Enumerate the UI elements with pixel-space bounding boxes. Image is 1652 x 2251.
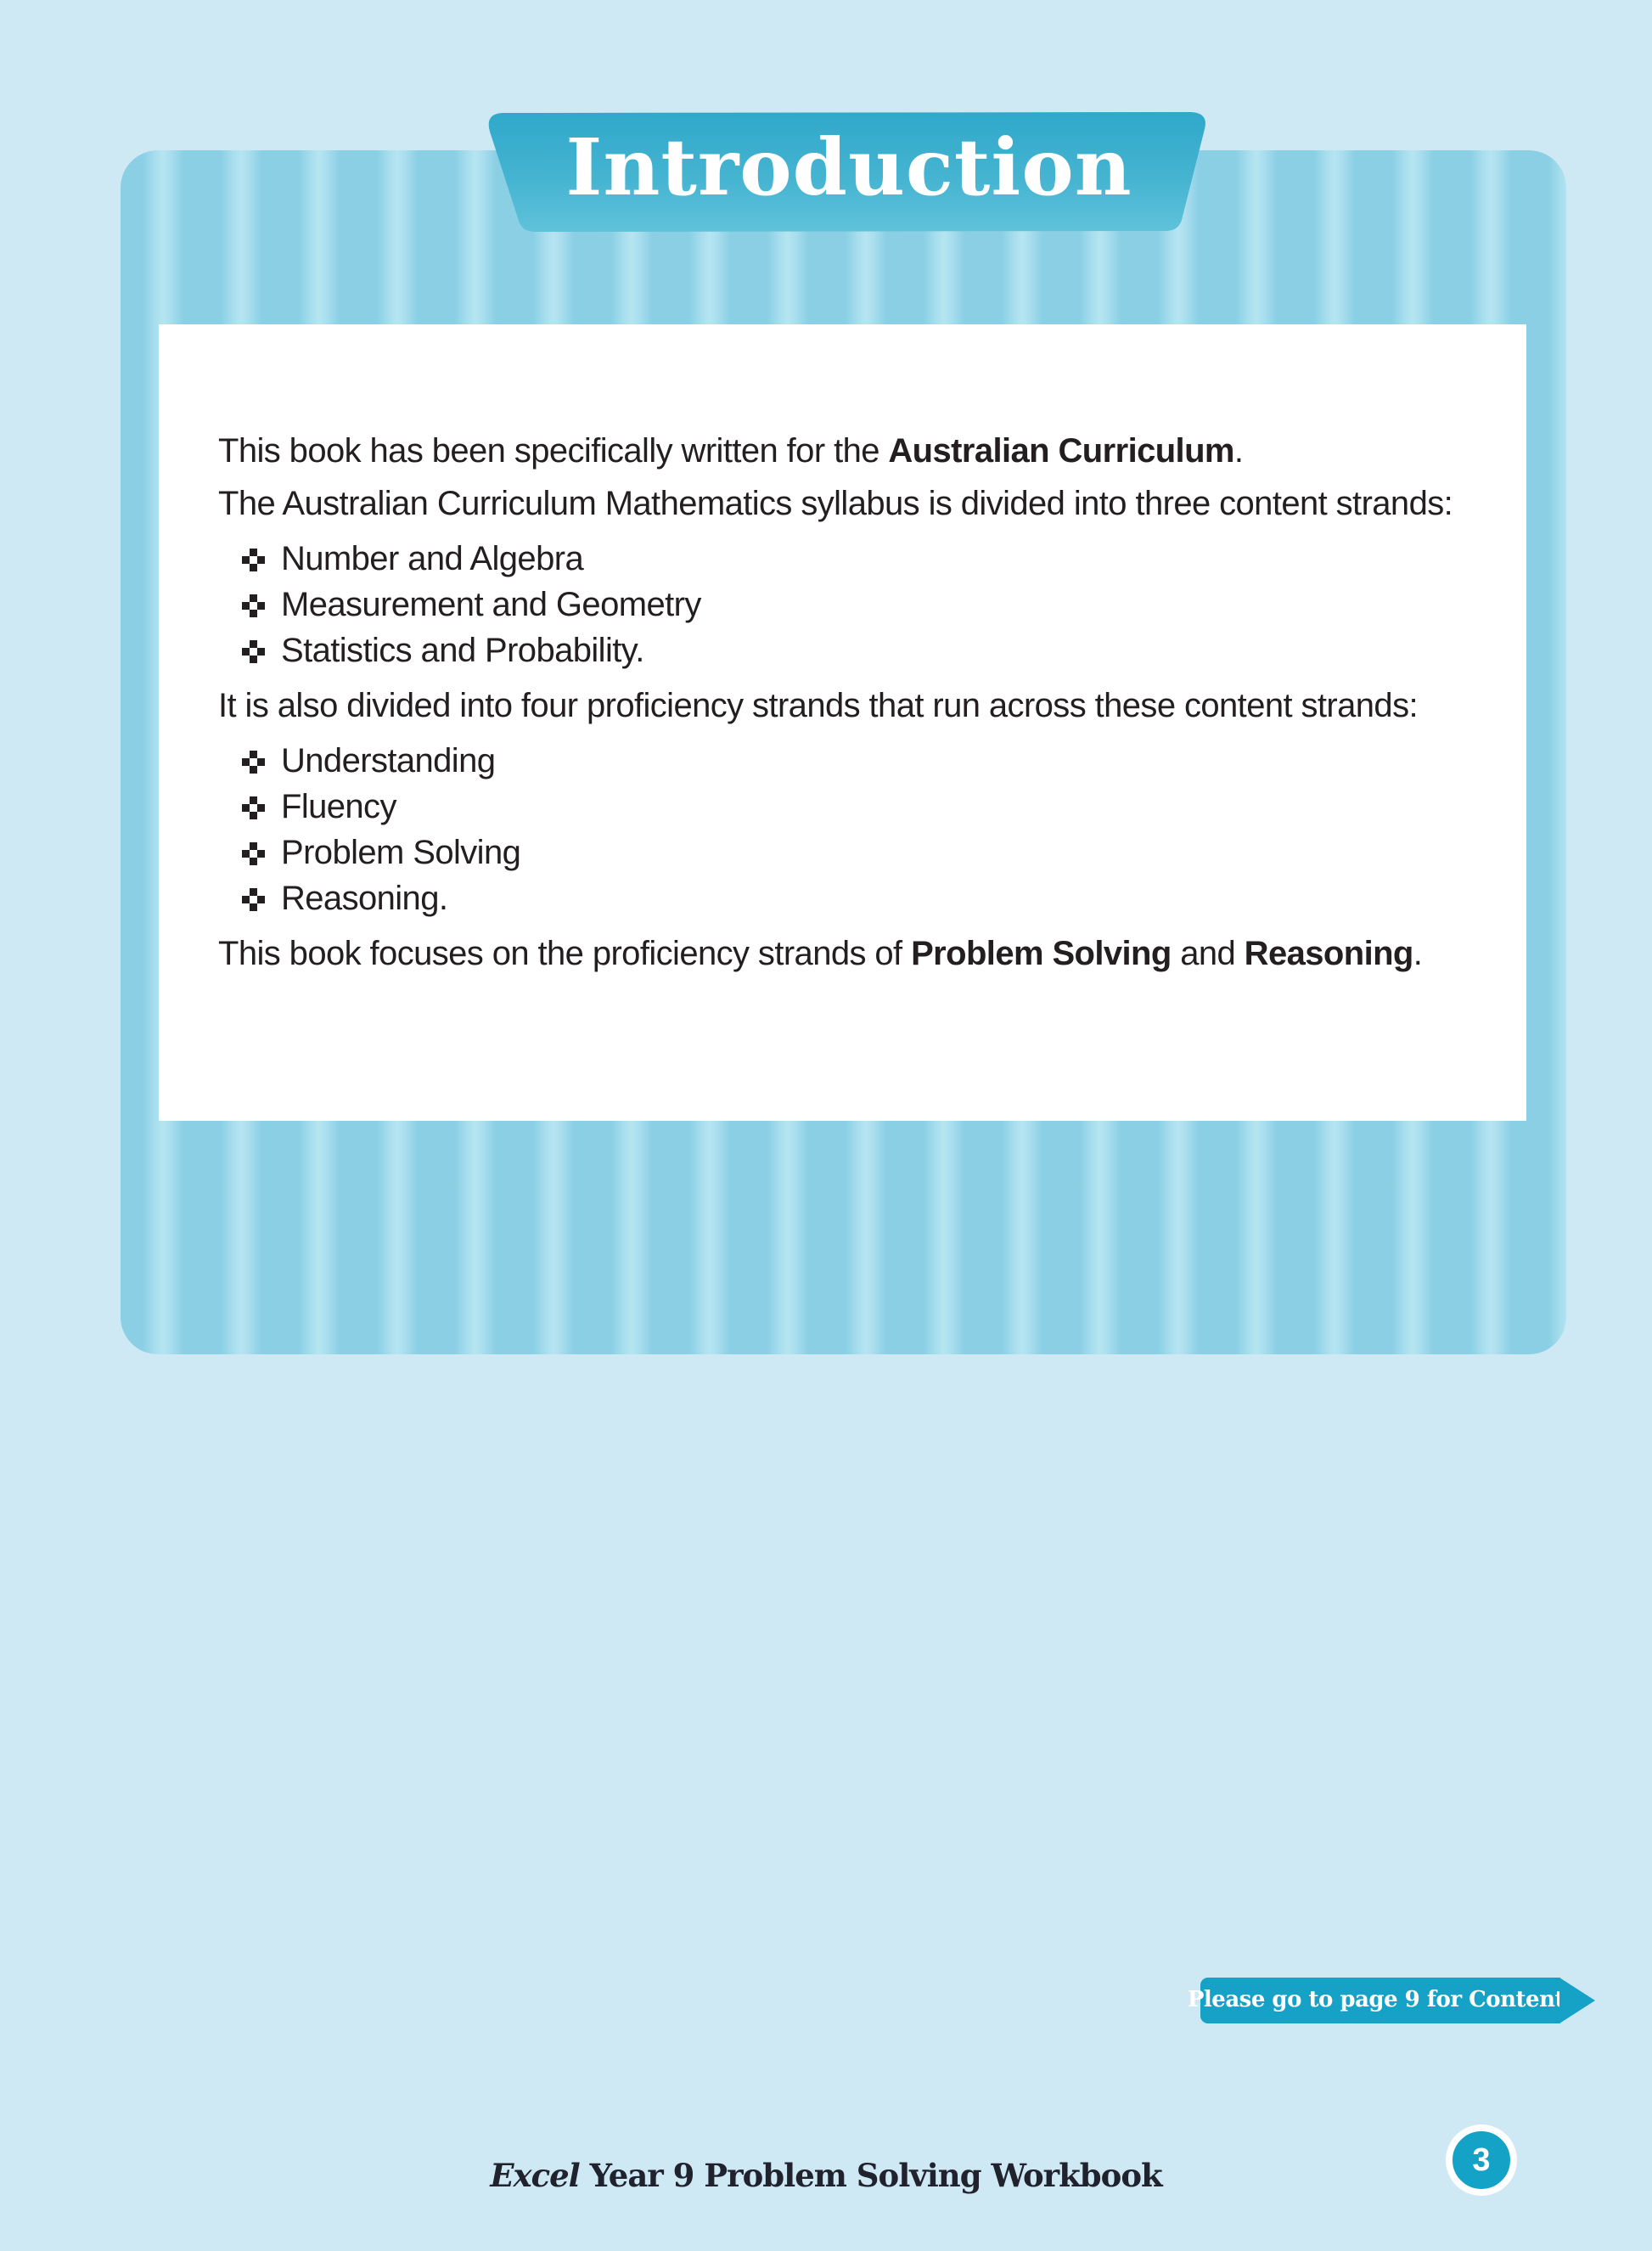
footer [0, 2157, 1652, 2194]
page-number-badge: 3 [1446, 2124, 1517, 2196]
list-item-label: Reasoning. [281, 879, 448, 917]
list-item-label: Measurement and Geometry [281, 585, 701, 623]
list-item [218, 738, 1475, 784]
clover-bullet-icon [242, 842, 265, 865]
paragraph-proficiency-strands: It is also divided into four proficiency strands that run across these content strands: [218, 687, 1418, 724]
contents-ribbon [1187, 1978, 1577, 2023]
bold-australian-curriculum: Australian Curriculum [888, 432, 1234, 470]
clover-bullet-icon [242, 640, 265, 663]
list-item-label: Number and Algebra [281, 539, 584, 577]
clover-bullet-icon [242, 549, 265, 571]
clover-bullet-icon [242, 888, 265, 911]
clover-bullet-icon [242, 796, 265, 819]
list-item [218, 536, 1475, 582]
list-item [218, 784, 1475, 830]
list-item [218, 627, 1475, 673]
list-item [218, 582, 1475, 627]
title-banner [475, 106, 1222, 235]
paragraph-curriculum: This book has been specifically written for the Australian Curriculum. [218, 432, 1244, 470]
clover-bullet-icon [242, 594, 265, 617]
brand-name: Excel [490, 2157, 580, 2194]
list-item-label: Problem Solving [281, 833, 521, 871]
clover-bullet-icon [242, 751, 265, 774]
list-item [218, 830, 1475, 875]
list-item-label: Fluency [281, 787, 396, 825]
content-strands-list [218, 536, 1475, 673]
ribbon-arrow-icon [1559, 1978, 1595, 2023]
paragraph-content-strands: The Australian Curriculum Mathematics syllabus is divided into three content strands: [218, 485, 1453, 522]
content-card [159, 324, 1526, 1121]
list-item-label: Understanding [281, 741, 496, 779]
list-item [218, 875, 1475, 921]
list-item-label: Statistics and Probability. [281, 631, 644, 669]
footer-title: Year 9 Problem Solving Workbook [579, 2157, 1162, 2194]
page-title: Introduction [565, 121, 1132, 213]
contents-ribbon-label: Please go to page 9 for Contents [1187, 1987, 1577, 2012]
bold-reasoning: Reasoning [1244, 935, 1413, 972]
proficiency-strands-list [218, 738, 1475, 921]
paragraph-focus: This book focuses on the proficiency strands of Problem Solving and Reasoning. [218, 935, 1423, 972]
bold-problem-solving: Problem Solving [911, 935, 1172, 972]
